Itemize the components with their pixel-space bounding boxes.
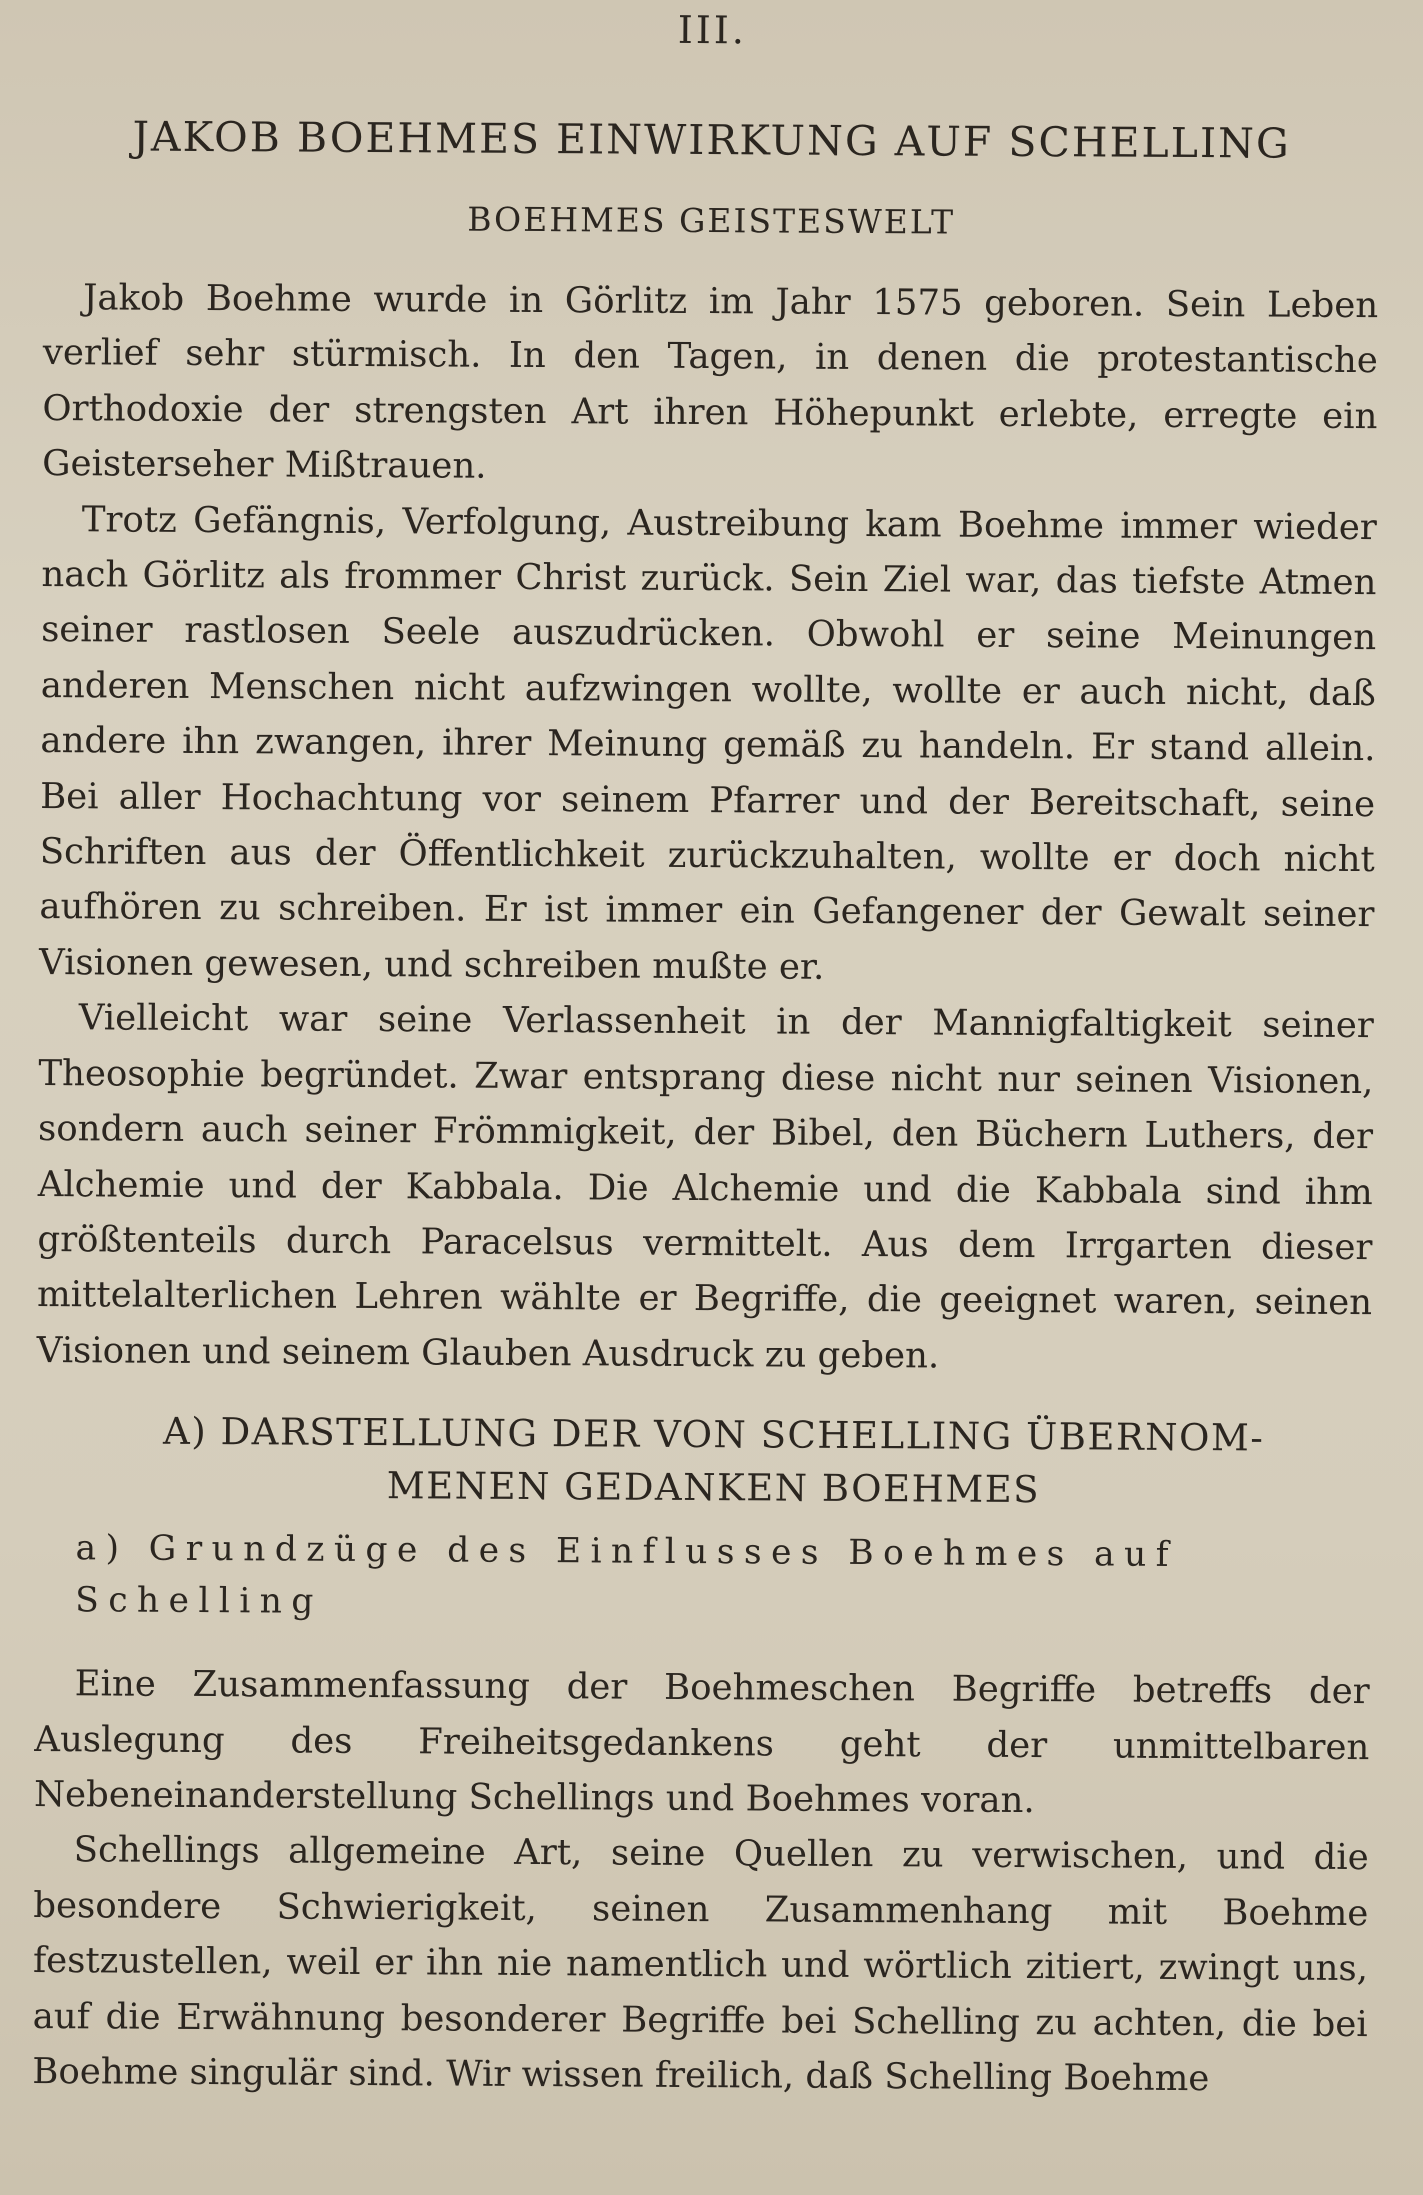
body-text-block-2 (32, 1656, 1370, 2107)
paragraph: Eine Zusammenfassung der Boehmeschen Begriffe betreffs der Auslegung des Freiheitsgedankens geht der unmittelbaren Nebeneinanderstellung Schellings und Boehmes voran. (33, 1663, 1370, 1822)
page-content (32, 0, 1380, 2107)
chapter-number: III. (677, 7, 748, 53)
body-text-block-1 (37, 270, 1379, 1386)
subsection-title: A) DARSTELLUNG DER VON SCHELLING ÜBERNOM- MENEN GEDANKEN BOEHMES (163, 1409, 1265, 1512)
paragraph: Schellings allgemeine Art, seine Quellen zu verwischen, und die besondere Schwierigkeit, seinen Zusammenhang mit Boehme festzustellen, weil er ihn nie namentlich und wörtlich zitiert, zwingt uns, auf die Erwähnung besonderer Begriffe bei Schelling zu achten, die bei Boehme singulär sind. Wir wissen freilich, daß Schelling Boehme (32, 1829, 1369, 2100)
section-title: BOEHMES GEISTESWELT (467, 199, 956, 242)
subsubsection-title: a) Grundzüge des Einflusses Boehmes auf Schelling (75, 1528, 1178, 1622)
paragraph: Vielleicht war seine Verlassenheit in der Mannigfaltigkeit seiner Theosophie begründet. Zwar entsprang diese nicht nur seinen Visionen, sondern auch seiner Frömmigkeit, der Bibel, den Büchern Luthers, der Alchemie und der Kabbala. Die Alchemie und die Kabbala sind ihm größtenteils durch Paracelsus vermittelt. Aus dem Irrgarten dieser mittelalterlichen Lehren wählte er Begriffe, die geeignet waren, seinen Visionen und seinem Glauben Ausdruck zu geben. (36, 997, 1374, 1377)
paragraph: Trotz Gefängnis, Verfolgung, Austreibung kam Boehme immer wieder nach Görlitz als frommer Christ zurück. Sein Ziel war, das tiefste Atmen seiner rastlosen Seele auszudrücken. Obwohl er seine Meinungen anderen Menschen nicht aufzwingen wollte, wollte er auch nicht, daß andere ihn zwangen, ihrer Meinung gemäß zu handeln. Er stand allein. Bei aller Hochachtung vor seinem Pfarrer und der Bereitschaft, seine Schriften aus der Öffentlichkeit zurückzuhalten, wollte er doch nicht aufhören zu schreiben. Er ist immer ein Gefangener der Gewalt seiner Visionen gewesen, und schreiben mußte er. (38, 498, 1377, 988)
chapter-title: JAKOB BOEHMES EINWIRKUNG AUF SCHELLING (132, 112, 1291, 168)
paragraph: Jakob Boehme wurde in Görlitz im Jahr 1575 geboren. Sein Leben verlief sehr stürmisch. In den Tagen, in denen die protestantische Orthodoxie der strengsten Art ihren Höhepunkt erlebte, erregte ein Geisterseher Mißtrauen. (42, 277, 1379, 487)
